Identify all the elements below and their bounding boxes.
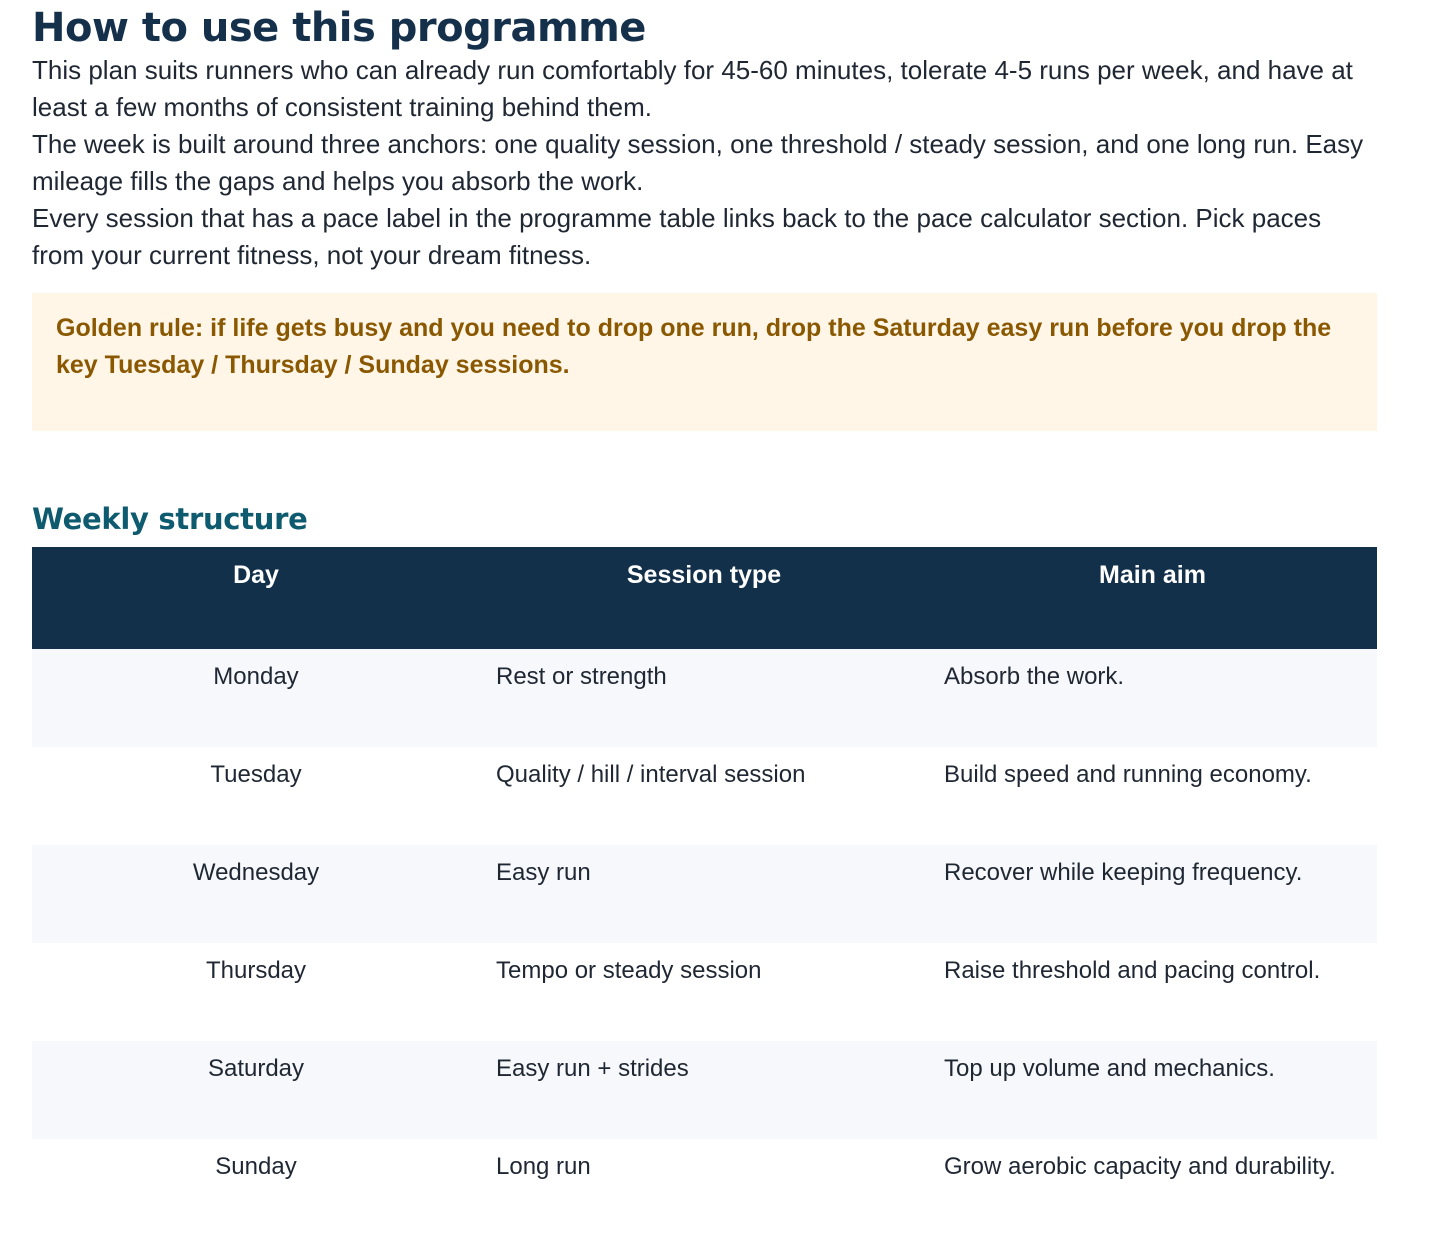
table-row <box>32 943 1377 1041</box>
day-cell: Sunday <box>32 1139 480 1237</box>
golden-rule-text: Golden rule: if life gets busy and you need to drop one run, drop the Saturday easy run before you drop the key Tuesday / Thursday / Sunday sessions. <box>56 314 1332 379</box>
weekly-structure-title: Weekly structure <box>32 502 308 536</box>
table-row <box>32 1041 1377 1139</box>
session-cell: Easy run + strides <box>480 1041 928 1139</box>
golden-rule-callout <box>32 293 1377 431</box>
session-cell: Easy run <box>480 845 928 943</box>
anchors-paragraph: The week is built around three anchors: one quality session, one threshold / steady session, and one long run. Easy mileage fills the gaps and helps you absorb the work. <box>32 129 1364 196</box>
day-cell: Saturday <box>32 1041 480 1139</box>
aim-cell: Raise threshold and pacing control. <box>928 943 1377 1041</box>
table-header-row <box>32 547 1377 649</box>
intro-paragraph: This plan suits runners who can already run comfortably for 45-60 minutes, tolerate 4-5 runs per week, and have at least a few months of consistent training behind them. <box>32 55 1353 122</box>
day-cell: Thursday <box>32 943 480 1041</box>
session-cell: Rest or strength <box>480 649 928 747</box>
aim-cell: Absorb the work. <box>928 649 1377 747</box>
table-row <box>32 1139 1377 1237</box>
aim-cell: Grow aerobic capacity and durability. <box>928 1139 1377 1237</box>
table-row <box>32 845 1377 943</box>
session-cell: Tempo or steady session <box>480 943 928 1041</box>
table-row <box>32 747 1377 845</box>
session-cell: Long run <box>480 1139 928 1237</box>
aim-cell: Build speed and running economy. <box>928 747 1377 845</box>
pace-paragraph: Every session that has a pace label in the programme table links back to the pace calculator section. Pick paces from your current fitness, not your dream fitness. <box>32 203 1322 270</box>
day-cell: Monday <box>32 649 480 747</box>
page-content <box>32 0 1377 1237</box>
column-header-main-aim: Main aim <box>928 547 1377 649</box>
aim-cell: Top up volume and mechanics. <box>928 1041 1377 1139</box>
day-cell: Tuesday <box>32 747 480 845</box>
day-cell: Wednesday <box>32 845 480 943</box>
session-cell: Quality / hill / interval session <box>480 747 928 845</box>
weekly-structure-table <box>32 547 1377 1237</box>
page-title: How to use this programme <box>32 5 646 51</box>
aim-cell: Recover while keeping frequency. <box>928 845 1377 943</box>
table-row <box>32 649 1377 747</box>
column-header-session-type: Session type <box>480 547 928 649</box>
column-header-day: Day <box>32 547 480 649</box>
